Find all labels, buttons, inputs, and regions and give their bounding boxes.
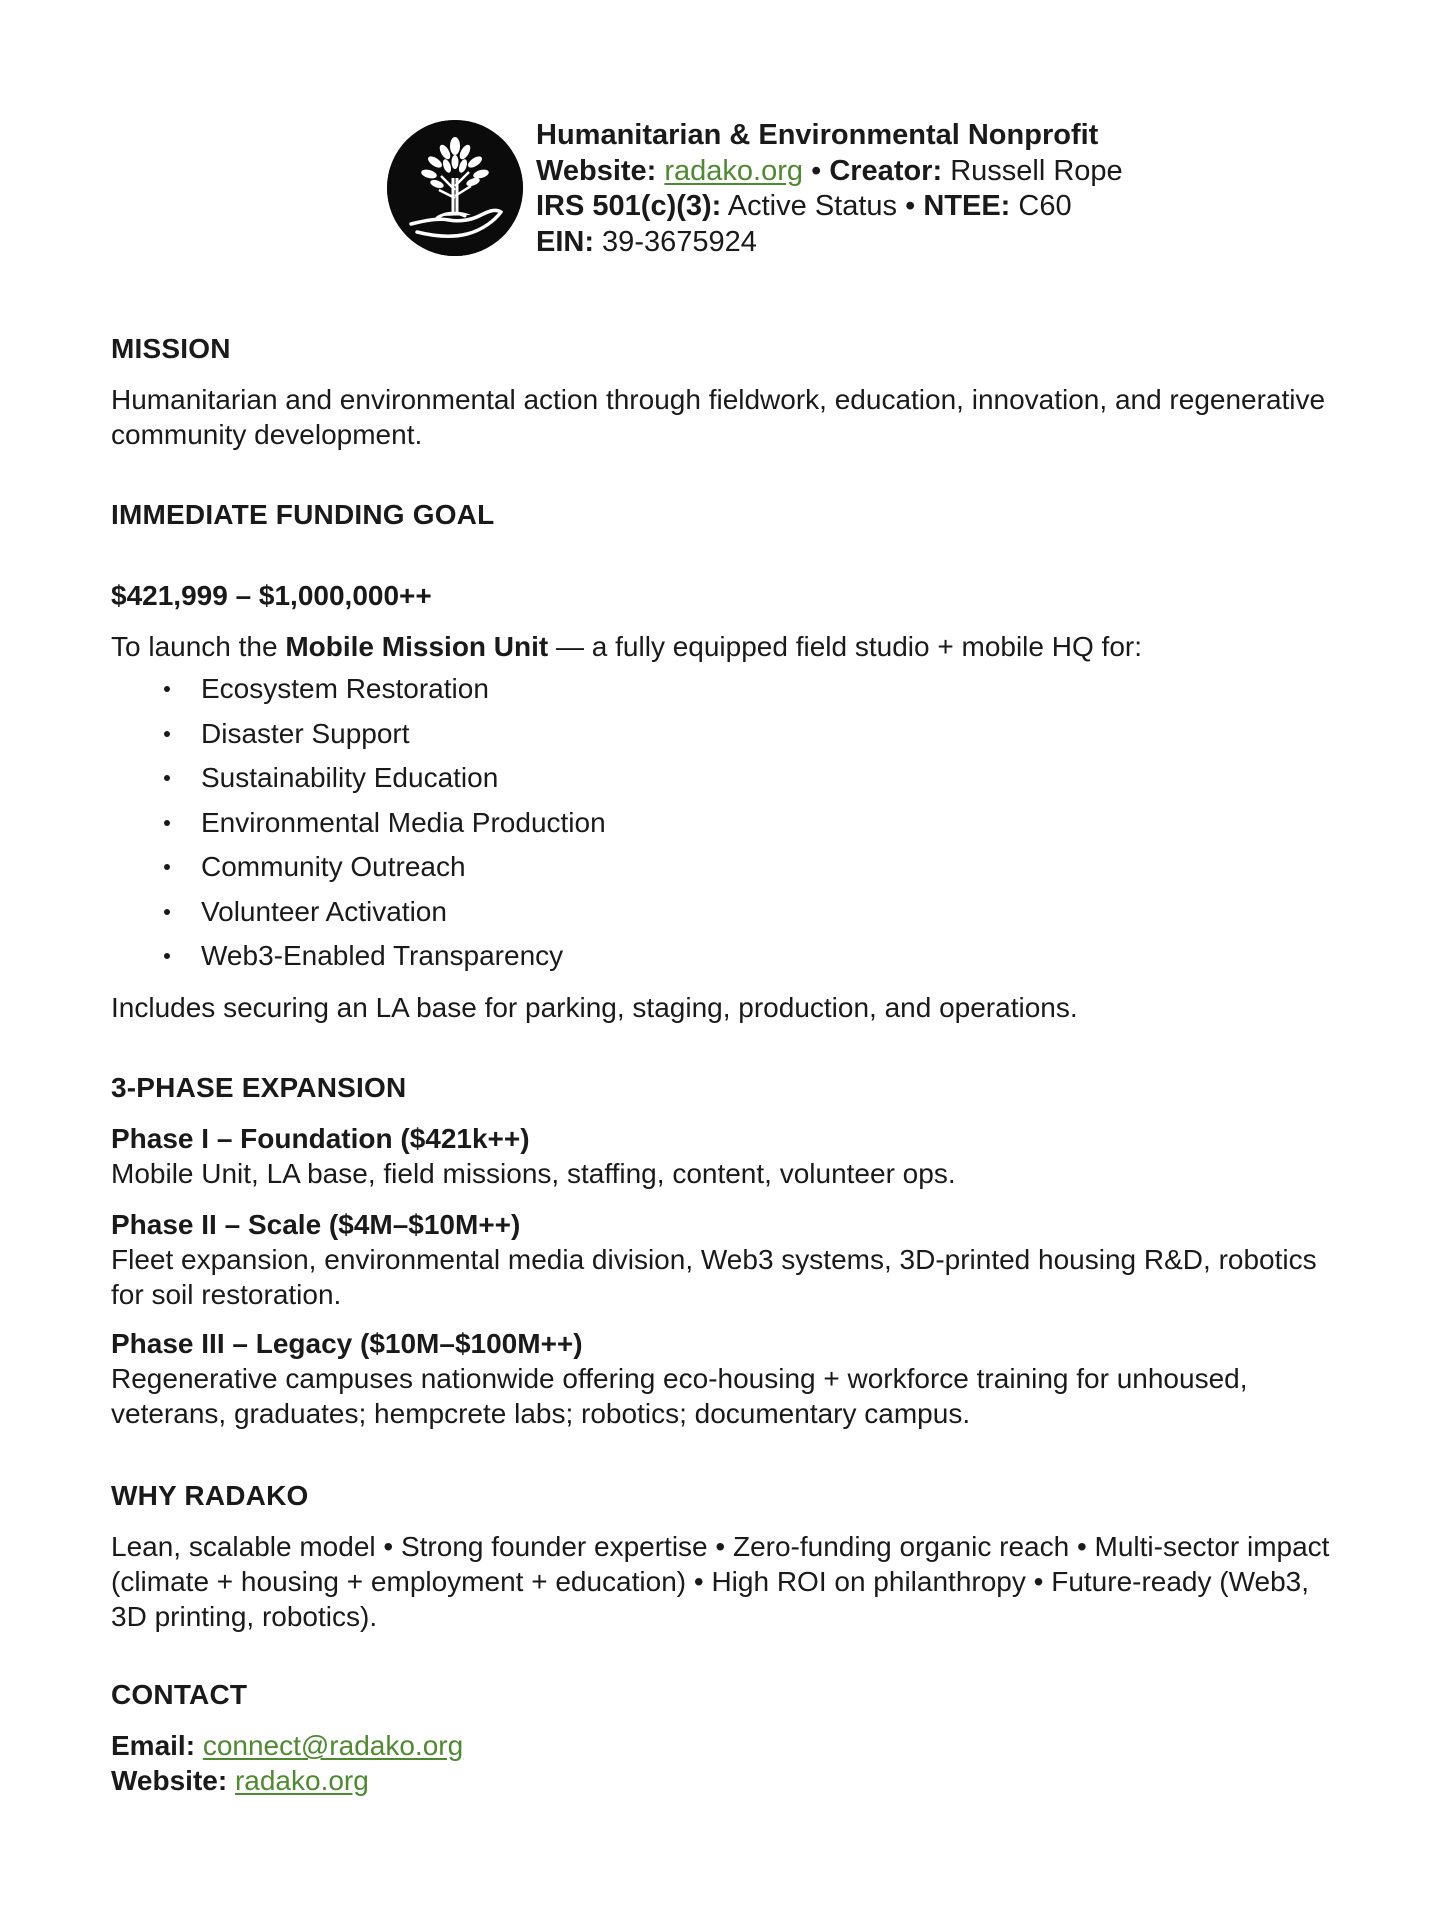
header (387, 118, 1187, 268)
phase-title: Phase III – Legacy ($10M–$100M++) (111, 1328, 583, 1359)
list-item: Web3-Enabled Transparency (164, 938, 606, 983)
why-heading: WHY RADAKO (111, 1480, 309, 1511)
mobile-mission-unit: Mobile Mission Unit (285, 631, 549, 662)
website-label: Website: (536, 154, 657, 187)
list-item: Community Outreach (164, 849, 606, 894)
website-line (536, 154, 1123, 190)
separator: • (897, 190, 924, 222)
ntee-label: NTEE: (923, 190, 1011, 222)
funding-intro-post: — a fully equipped field studio + mobile HQ for: (548, 631, 1142, 662)
ein-value: 39-3675924 (594, 225, 757, 258)
expansion-heading: 3-PHASE EXPANSION (111, 1072, 407, 1103)
funding-intro (111, 629, 1142, 664)
phase-title: Phase I – Foundation ($421k++) (111, 1123, 530, 1154)
contact-heading: CONTACT (111, 1679, 248, 1710)
funding-amount: $421,999 – $1,000,000++ (111, 580, 432, 611)
website-link[interactable]: radako.org (234, 1765, 369, 1796)
ntee-code: C60 (1010, 190, 1072, 222)
email-link[interactable]: connect@radako.org (202, 1730, 464, 1761)
phase-desc: Fleet expansion, environmental media division, Web3 systems, 3D-printed housing R&D, robotics for soil restoration. (111, 1244, 1317, 1310)
ein-label: EIN: (536, 225, 594, 258)
website-link[interactable]: radako.org (664, 154, 804, 187)
website-label: Website: (111, 1765, 228, 1796)
header-text (536, 118, 1123, 260)
list-item: Sustainability Education (164, 760, 606, 805)
tree-in-hand-icon (387, 120, 523, 256)
email-label: Email: (111, 1730, 196, 1761)
list-item: Environmental Media Production (164, 805, 606, 850)
org-type: Humanitarian & Environmental Nonprofit (536, 119, 1099, 151)
irs-status: Active Status (721, 190, 898, 222)
why-text: Lean, scalable model • Strong founder expertise • Zero-funding organic reach • Multi-sector impact (climate + housing + employment + education) • High ROI on philanthropy • Future-ready (Web3, 3D printing, robotics). (111, 1531, 1330, 1632)
contact-website-line (111, 1763, 369, 1798)
creator-name: Russell Rope (942, 154, 1123, 187)
creator-label: Creator: (829, 154, 943, 187)
separator: • (803, 154, 830, 187)
phase-desc: Regenerative campuses nationwide offering eco-housing + workforce training for unhoused, veterans, graduates; hempcrete labs; robotics; documentary campus. (111, 1363, 1248, 1429)
irs-label: IRS 501(c)(3): (536, 190, 722, 222)
mission-heading: MISSION (111, 333, 231, 364)
funding-note: Includes securing an LA base for parking, staging, production, and operations. (111, 992, 1078, 1023)
logo (387, 120, 523, 256)
ein-line (536, 225, 1123, 261)
mission-text: Humanitarian and environmental action through fieldwork, education, innovation, and regenerative community development. (111, 384, 1326, 450)
funding-list (164, 671, 606, 983)
phase-desc: Mobile Unit, LA base, field missions, staffing, content, volunteer ops. (111, 1158, 956, 1189)
irs-line (536, 189, 1123, 225)
funding-intro-pre: To launch the (111, 631, 286, 662)
list-item: Disaster Support (164, 716, 606, 761)
contact-email-line (111, 1728, 463, 1763)
phase-title: Phase II – Scale ($4M–$10M++) (111, 1209, 521, 1240)
list-item: Volunteer Activation (164, 894, 606, 939)
funding-heading: IMMEDIATE FUNDING GOAL (111, 499, 495, 530)
list-item: Ecosystem Restoration (164, 671, 606, 716)
